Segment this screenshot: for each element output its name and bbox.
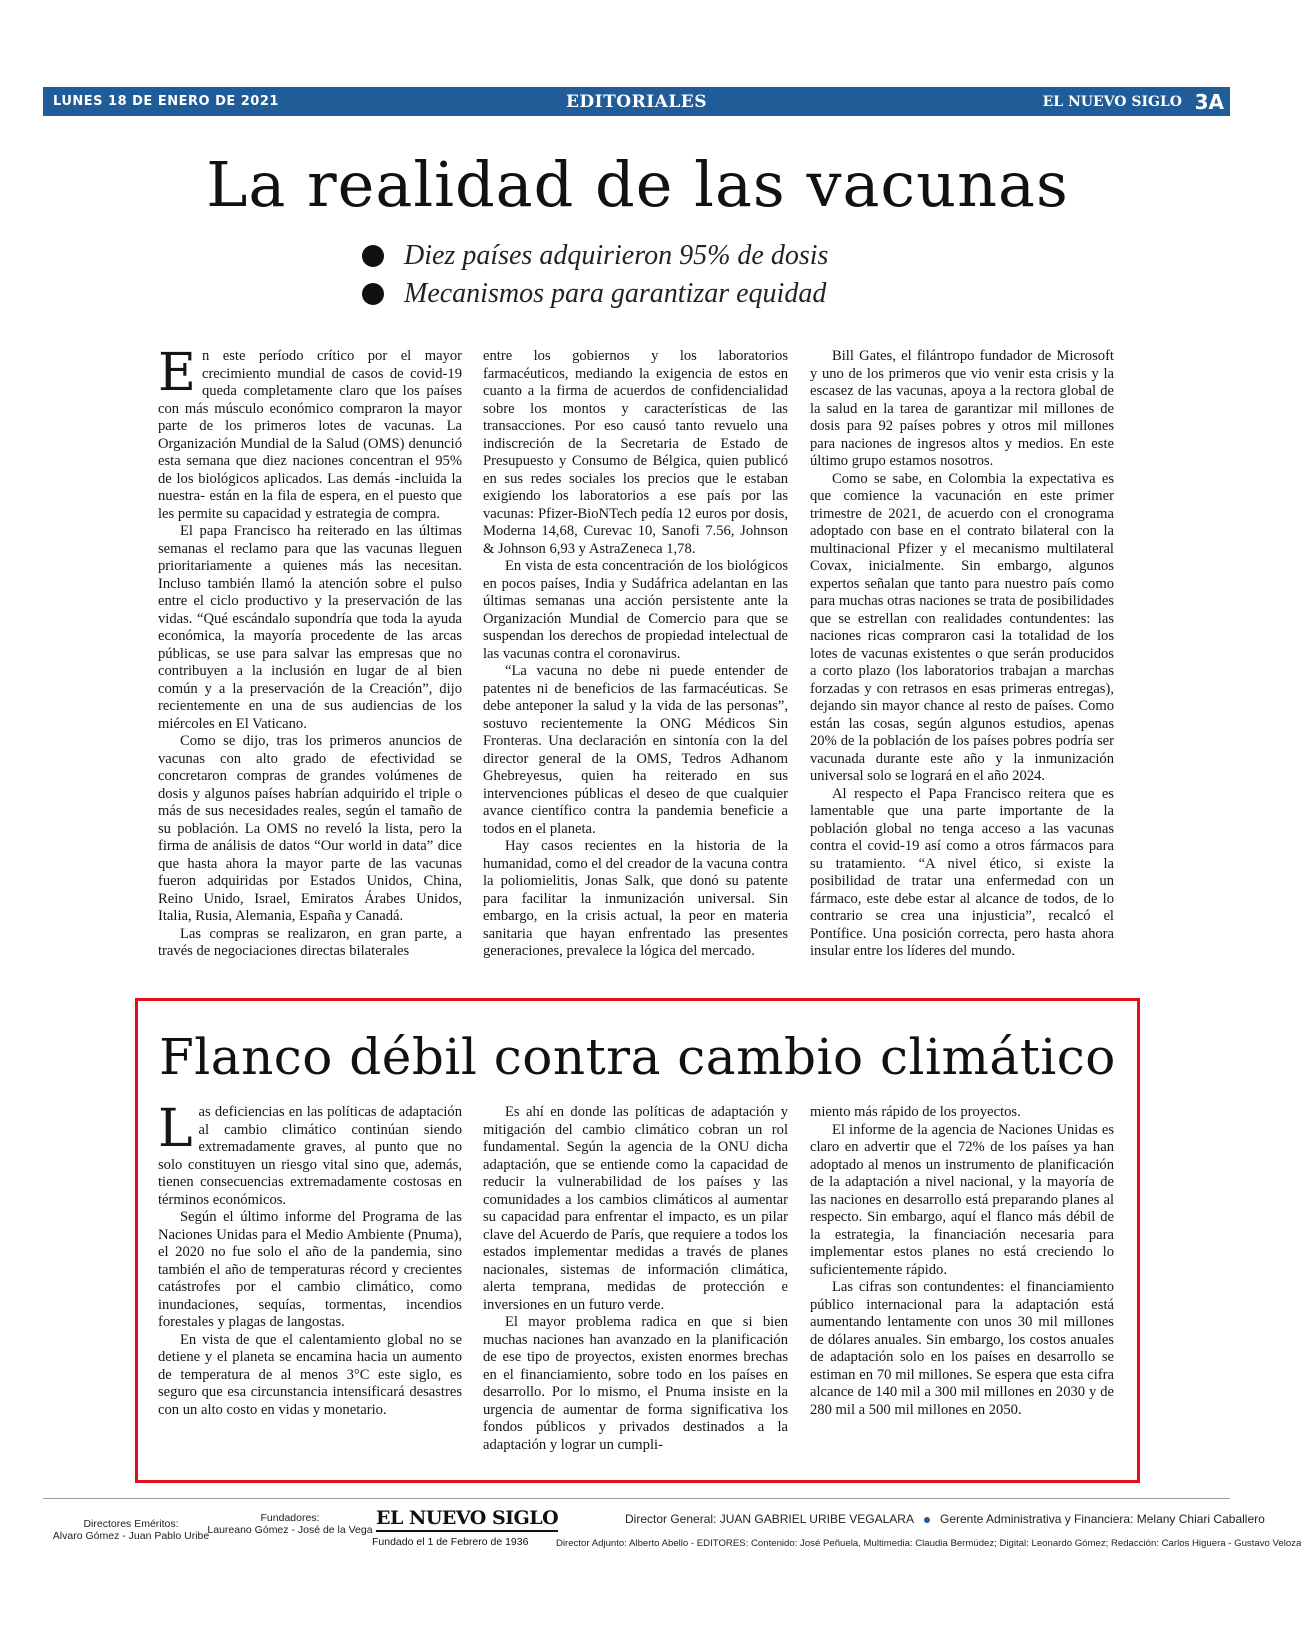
administrative-manager: Gerente Administrativa y Financiera: Melany Chiari Caballero [939, 1512, 1265, 1526]
directors-block [46, 1518, 216, 1542]
footer-divider [43, 1498, 1230, 1499]
founders-names: Laureano Gómez - José de la Vega [207, 1524, 373, 1536]
staff-line-1 [625, 1512, 1265, 1526]
director-general: Director General: JUAN GABRIEL URIBE VEGALARA [625, 1512, 914, 1526]
paragraph: Al respecto el Papa Francisco reitera que es lamentable que una parte importante de la población global no tenga acceso a las vacunas contra el covid-19 así como a otros fármacos para su tratamiento. “A nivel ético, si existe la posibilidad de tratar una enfermedad con un fármaco, este debe estar al alcance de todos, de lo contrario se crea una injusticia”, recalcó el Pontífice. Una posición correcta, pero hasta ahora insular entre los líderes del mundo. [810, 785, 1114, 959]
drop-cap: L [158, 1099, 193, 1159]
paragraph: En vista de que el calentamiento global no se detiene y el planeta se encamina hacia un aumento de temperatura de al menos 3°C este siglo, es seguro que esa circunstancia intensificará desastres con un alto costo en vidas y monetario. [158, 1331, 462, 1418]
staff-line-2: Director Adjunto: Alberto Abello - EDITORES: Contenido: José Peñuela, Multimedia: Claudia Bermúdez; Digital: Leonardo Gómez; Redacción: Carlos Higuera - Gustavo Veloza [556, 1538, 1301, 1549]
editorial-1-bullet-1 [362, 240, 828, 272]
editorial-2-column-2 [483, 1104, 788, 1459]
editorial-1-title: La realidad de las vacunas [206, 148, 1069, 221]
paragraph: Las compras se realizaron, en gran parte, a través de negociaciones directas bilaterales [158, 925, 462, 959]
paragraph: El mayor problema radica en que si bien muchas naciones han avanzado en la planificación de ese tipo de proyectos, existen enormes brechas en el financiamiento, sobre todo en los países en desarrollo. Por lo mismo, el Pnuma insiste en la urgencia de aumentar de forma significativa los fondos públicos y privados destinados a la adaptación y lograr un cumpli- [483, 1314, 788, 1453]
bullet-text: Diez países adquirieron 95% de dosis [404, 240, 829, 271]
paragraph: Hay casos recientes en la historia de la humanidad, como el del creador de la vacuna contra la poliomielitis, Jonas Salk, que donó su patente para facilitar la inmunización universal. Sin embargo, en la crisis actual, la peor en materia sanitaria que hayan enfrentado las presentes generaciones, prevalece la lógica del mercado. [483, 838, 788, 959]
paragraph: miento más rápido de los proyectos. [810, 1104, 1021, 1120]
paragraph: El papa Francisco ha reiterado en las últimas semanas el reclamo para que las vacunas lleguen prioritariamente a quienes más las necesitan. Incluso también llamó la atención sobre el pulso entre el ciclo productivo y la preservación de las vidas. “Qué escándalo supondría que toda la ayuda económica, la mayoría procedente de las arcas públicas, se use para salvar las empresas que no contribuyen a la inclusión en lugar de al bien común y a la preservación de la Creación”, dijo recientemente en una de sus audiencias de los miércoles en El Vaticano. [158, 523, 462, 732]
editorial-2-column-1 [158, 1099, 462, 1459]
directors-label: Directores Eméritos: [83, 1518, 179, 1530]
editorial-1-column-2 [483, 348, 788, 959]
editorial-1-bullet-2 [362, 278, 826, 310]
paragraph: El informe de la agencia de Naciones Unidas es claro en advertir que el 72% de los países ya han adoptado al menos un instrumento de planificación de la adaptación a nivel nacional, y la mayoría de las naciones en desarrollo está preparando planes al respecto. Sin embargo, aquí el flanco más débil de la estrategia, la financiación necesaria para implementar estos planes no está creciendo lo suficientemente rápido. [810, 1121, 1114, 1278]
paragraph: Es ahí en donde las políticas de adaptación y mitigación del cambio climático cobran un rol fundamental. Según la agencia de la ONU dicha adaptación, que se entiende como la capacidad de reducir la vulnerabilidad de los países y las comunidades a los cambios climáticos al aumentar su capacidad para enfrentar el impacto, es un pilar clave del Acuerdo de París, que requiere a todos los estados implementar medidas a través de planes nacionales, sistemas de información climática, alerta temprana, medidas de protección e inversiones en un futuro verde. [483, 1104, 788, 1313]
paragraph: Como se sabe, en Colombia la expectativa es que comience la vacunación en este primer trimestre de 2021, de acuerdo con el cronograma adoptado con base en el contrato bilateral con la multinacional Pfizer y el mecanismo multilateral Covax, inicialmente. Sin embargo, algunos expertos señalan que tanto para nuestro país como para muchas otras naciones se trata de posibilidades que se estrellan con realidades contundentes: las naciones ricas compraron casi la totalidad de los lotes de vacunas existentes o que serán producidos a corto plazo (los laboratorios trabajan a marchas forzadas y con retrasos en esas primeras entregas), dejando sin mayor chance al resto de países. Como están las cosas, según algunos estudios, apenas 20% de la población de los países pobres podría ser vacunada durante este año y la inmunización universal solo se logrará en el año 2024. [810, 470, 1114, 784]
paragraph: Bill Gates, el filántropo fundador de Microsoft y uno de los primeros que vio venir esta crisis y la escasez de las vacunas, apoya a la rectora global de la salud en la tarea de garantizar mil millones de dosis para 92 países pobres y otros mil millones para naciones de ingresos altos y medios. En este último grupo estamos nosotros. [810, 348, 1114, 469]
bullet-icon [924, 1517, 930, 1523]
editorial-2-column-3 [810, 1104, 1114, 1459]
paragraph: Según el último informe del Programa de las Naciones Unidas para el Medio Ambiente (Pnuma), el 2020 no fue solo el año de la pandemia, sino también el año de temperaturas récord y crecientes catástrofes por el cambio climático, como inundaciones, sequías, tormentas, incendios forestales y plagas de langostas. [158, 1209, 462, 1330]
founders-label: Fundadores: [260, 1512, 320, 1524]
issue-date: LUNES 18 DE ENERO DE 2021 [53, 94, 279, 109]
drop-cap: E [158, 343, 196, 403]
directors-names: Alvaro Gómez - Juan Pablo Uribe [52, 1530, 210, 1542]
newspaper-logo: EL NUEVO SIGLO [376, 1507, 558, 1532]
paper-name: EL NUEVO SIGLO [1042, 93, 1182, 110]
paragraph: En este período crítico por el mayor crecimiento mundial de casos de covid-19 queda completamente claro que los países con más músculo económico compraron la mayor parte de los primeros lotes de vacunas. La Organización Mundial de la Salud (OMS) denunció esta semana que diez naciones concentran el 95% de los biológicos aplicados. Las demás -incluida la nuestra- están en la fila de espera, en el puesto que les permite su capacidad y estrategia de compra. [158, 343, 462, 522]
editorial-1-column-3 [810, 348, 1114, 959]
paragraph: entre los gobiernos y los laboratorios farmacéuticos, mediando la exigencia de estos en cuanto a la firma de acuerdos de confidencialidad sobre los montos y características de las transacciones. Por eso causó tanto revuelo una indiscreción de la Secretaria de Estado de Presupuesto y Consumo de Bélgica, quien publicó en sus redes sociales los precios que le estaban exigiendo los laboratorios a ese país por las vacunas: Pfizer-BioNTech pedía 12 euros por dosis, Moderna 14,68, Curevac 10, Sanofi 7.56, Johnson & Johnson 6,93 y AstraZeneca 1,78. [483, 348, 788, 557]
bullet-icon [362, 283, 384, 305]
header-bar [43, 87, 1230, 116]
bullet-text: Mecanismos para garantizar equidad [404, 278, 827, 309]
paragraph: Como se dijo, tras los primeros anuncios de vacunas con alto grado de efectividad se concretaron compras de grandes volúmenes de dosis y algunos países habrían adquirido el triple o más de sus necesidades reales, según el tamaño de su población. La OMS no reveló la lista, pero la firma de análisis de datos “Our world in data” dice que hasta ahora la mayor parte de las vacunas fueron adquiridas por Estados Unidos, China, Reino Unido, Israel, Emiratos Árabes Unidos, Italia, Rusia, Alemania, España y Canadá. [158, 733, 462, 924]
founded-date: Fundado el 1 de Febrero de 1936 [372, 1536, 529, 1548]
section-title: EDITORIALES [565, 91, 708, 112]
paragraph: Las cifras son contundentes: el financiamiento público internacional para la adaptación está aumentando lentamente con unos 30 mil millones de dólares anuales. Sin embargo, los costos anuales de adaptación solo en los países en desarrollo se estiman en 70 mil millones. Se espera que esta cifra alcance de 140 mil a 300 mil millones en 2030 y de 280 mil a 500 mil millones en 2050. [810, 1279, 1114, 1418]
page-number: 3A [1194, 89, 1224, 114]
bullet-icon [362, 245, 384, 267]
editorial-1-column-1 [158, 343, 462, 959]
founders-block [205, 1512, 375, 1536]
paragraph: “La vacuna no debe ni puede entender de patentes ni de beneficios de las farmacéuticas. Se debe anteponer la salud y la vida de las personas”, sostuvo recientemente la ONG Médicos Sin Fronteras. Una declaración en sintonía con la del director general de la OMS, Tedros Adhanom Ghebreyesus, quien ha reiterado en sus intervenciones públicas el deseo de que cualquier avance científico contra la pandemia beneficie a todos en el planeta. [483, 663, 788, 837]
paragraph: Las deficiencias en las políticas de adaptación al cambio climático continúan siendo extremadamente graves, al punto que no solo constituyen un riesgo vital sino que, además, tienen consecuencias extremadamente costosas en términos económicos. [158, 1099, 462, 1208]
paragraph: En vista de esta concentración de los biológicos en pocos países, India y Sudáfrica adelantan en las últimas semanas una acción persistente ante la Organización Mundial de Comercio para que se suspendan los derechos de propiedad intelectual de las vacunas contra el coronavirus. [483, 558, 788, 662]
editorial-2-title: Flanco débil contra cambio climático [159, 1028, 1116, 1086]
